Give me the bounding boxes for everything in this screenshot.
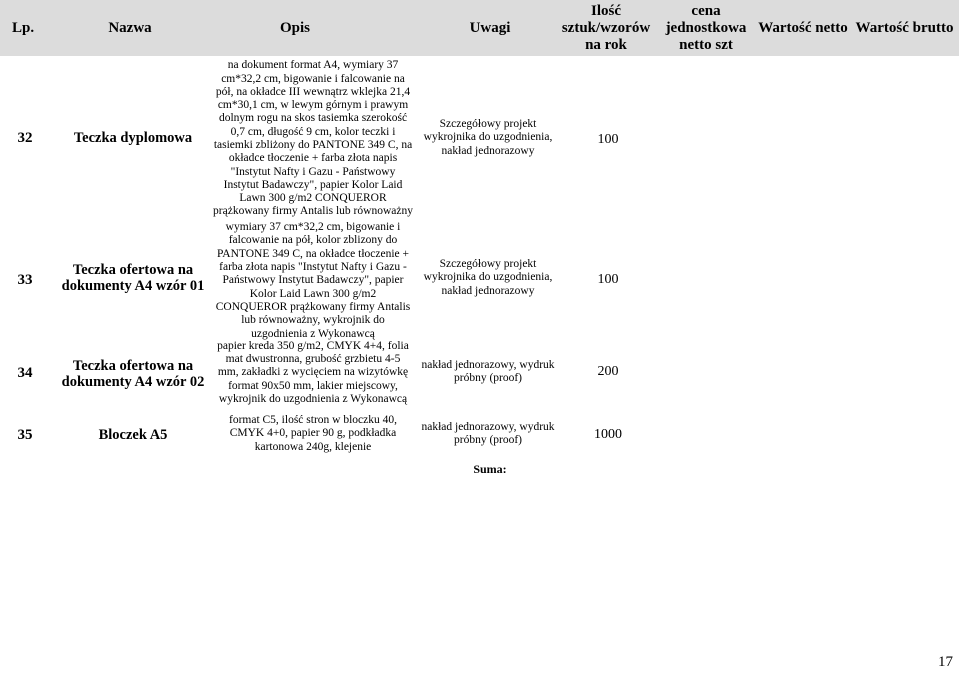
header-wartosc-netto: Wartość netto: [758, 19, 848, 36]
header-uwagi: Uwagi: [469, 19, 511, 36]
header-nazwa: Nazwa: [108, 19, 152, 36]
row-nazwa: Teczka ofertowa na dokumenty A4 wzór 01: [61, 261, 205, 294]
row-ilosc: 100: [597, 272, 619, 287]
row-opis: na dokument format A4, wymiary 37 cm*32,2 cm, bigowanie i falcowanie na pół, na okładce III wewnątrz wklejka 21,4 cm*30,1 cm, w lewym górnym i prawym dolnym rogu na skos tasiemka szerokość 0,7 cm, długość 9 cm, kolor teczki i tasiemki zbliżony do PANTONE 349 C, na okładce tłoczenie + farba złota napis "Instytut Nafty i Gazu - Państwowy Instytut Badawczy", papier Kolor Laid Lawn 300 g/m2 CONQUEROR prążkowany firmy Antalis lub równoważny: [213, 59, 413, 218]
header-ilosc: Ilość sztuk/wzorów na rok: [561, 2, 651, 53]
row-ilosc: 1000: [594, 427, 622, 442]
suma-label: Suma:: [473, 461, 507, 476]
row-ilosc: 200: [597, 364, 619, 379]
header-cena: cena jednostkowa netto szt: [665, 2, 747, 53]
row-uwagi: nakład jednorazowy, wydruk próbny (proof): [421, 420, 555, 446]
row-uwagi: nakład jednorazowy, wydruk próbny (proof): [421, 358, 555, 384]
row-uwagi: Szczegółowy projekt wykrojnika do uzgodnienia, nakład jednorazowy: [423, 118, 553, 157]
row-nazwa: Teczka dyplomowa: [73, 129, 193, 146]
row-lp: 35: [17, 426, 33, 443]
header-lp: Lp.: [12, 19, 35, 36]
row-uwagi: Szczegółowy projekt wykrojnika do uzgodnienia, nakład jednorazowy: [423, 258, 553, 297]
row-lp: 32: [17, 129, 33, 146]
row-lp: 34: [17, 364, 33, 381]
row-opis: papier kreda 350 g/m2, CMYK 4+4, folia mat dwustronna, grubość grzbietu 4-5 mm, zakładki z wycięciem na wizytówkę format 90x50 mm, lakier miejscowy, wykrojnik do uzgodnienia z Wykonawcą: [217, 339, 409, 405]
row-nazwa: Bloczek A5: [98, 426, 168, 443]
row-opis: wymiary 37 cm*32,2 cm, bigowanie i falcowanie na pół, kolor zblizony do PANTONE 349 C, na okładce tłoczenie + farba złota napis "Instytut Nafty i Gazu - Państwowy Instytut Badawczy", papier Kolor Laid Lawn 300 g/m2 CONQUEROR prążkowany firmy Antalis lub równoważny, wykrojnik do uzgodnienia z Wykonawcą: [215, 221, 411, 340]
header-opis: Opis: [279, 19, 310, 36]
table-header: [0, 0, 959, 56]
row-opis: format C5, ilość stron w bloczku 40, CMYK 4+0, papier 90 g, podkładka kartonowa 240g, klejenie: [228, 414, 397, 453]
page-number: 17: [938, 654, 953, 670]
header-wartosc-brutto: Wartość brutto: [855, 19, 954, 36]
row-lp: 33: [17, 271, 33, 288]
row-nazwa: Teczka ofertowa na dokumenty A4 wzór 02: [61, 357, 205, 390]
row-ilosc: 100: [597, 132, 619, 147]
